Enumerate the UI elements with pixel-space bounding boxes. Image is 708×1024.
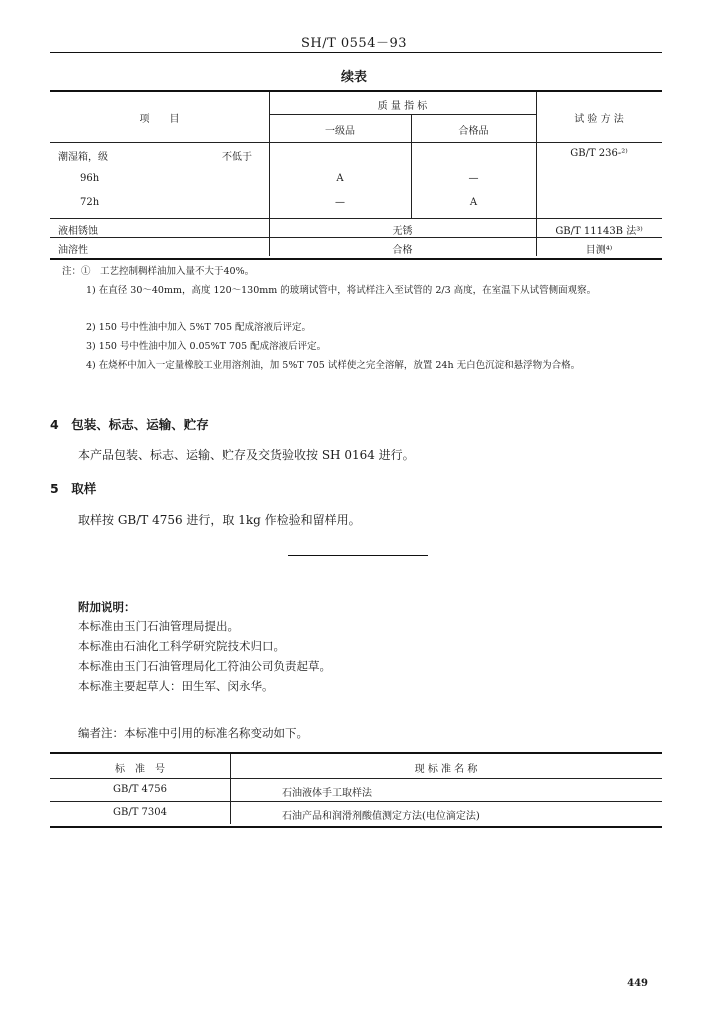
row-divider [269,114,536,115]
row-divider [50,778,662,779]
reference-table [50,752,662,828]
note-item: 3) 150 号中性油中加入 0.05%T 705 配成溶液后评定。 [86,341,327,352]
separator-rule [288,555,428,556]
row-first: — [335,197,345,208]
header-rule [50,52,662,53]
header-method: 试 验 方 法 [574,114,624,125]
row-merged: 合格 [392,245,413,256]
additional-line: 本标准由石油化工科学研究院技术归口。 [78,639,285,653]
additional-heading: 附加说明： [78,600,136,614]
note-item: 4) 在烧杯中加入一定量橡胶工业用溶剂油，加 5%T 705 试样使之完全溶解，放置 24h 无白色沉淀和悬浮物为合格。 [86,360,581,371]
ref-row-name: 石油液体手工取样法 [282,788,372,799]
row-divider [50,237,662,238]
main-table [50,90,662,260]
row-item: 96h [80,173,100,184]
row-method: GB/T 236-²⁾ [570,148,628,159]
editor-note: 编者注：本标准中引用的标准名称变动如下。 [78,726,308,740]
row-divider [50,801,662,802]
ref-header-name: 现 标 准 名 称 [414,764,478,775]
row-method: 目测⁴⁾ [585,245,613,256]
row-item: 72h [80,197,100,208]
row-item: 油溶性 [58,245,88,256]
row-qualified: — [468,173,479,184]
ref-row-name: 石油产品和润滑剂酸值测定方法(电位滴定法) [282,811,480,822]
ref-row-code: GB/T 4756 [112,784,167,795]
running-header: SH/T 0554－93 [300,36,408,51]
row-item: 潮湿箱，级 [58,152,108,163]
notes-lead: 注：① 工艺控制稠样油加入量不大于40%。 [62,266,255,277]
row-merged: 无锈 [392,226,413,237]
row-method: GB/T 11143B 法³⁾ [555,226,643,237]
section-5-heading: 5 取样 [50,481,97,496]
section-4-text: 本产品包装、标志、运输、贮存及交货验收按 SH 0164 进行。 [78,448,415,462]
row-divider [50,142,662,143]
table-caption: 续表 [340,70,367,85]
header-item: 项 目 [139,114,180,125]
row-divider [50,218,662,219]
header-grade-first: 一级品 [325,126,355,137]
additional-line: 本标准由玉门石油管理局化工符油公司负责起草。 [78,659,331,673]
note-item: 1) 在直径 30～40mm，高度 120～130mm 的玻璃试管中，将试样注入至试管的 2/3 高度，在室温下从试管侧面观察。 [86,285,597,296]
row-qualifier: 不低于 [222,152,252,163]
ref-row-code: GB/T 7304 [112,807,167,818]
row-first: A [336,173,344,184]
header-grade-qualified: 合格品 [458,126,489,137]
page-number: 449 [627,978,648,989]
section-5-text: 取样按 GB/T 4756 进行，取 1kg 作检验和留样用。 [78,513,361,527]
additional-line: 本标准由玉门石油管理局提出。 [78,619,239,633]
row-qualified: A [469,197,478,208]
header-quality-index: 质 量 指 标 [377,101,428,112]
note-item: 2) 150 号中性油中加入 5%T 705 配成溶液后评定。 [86,322,312,333]
row-item: 液相锈蚀 [58,226,98,237]
section-4-heading: 4 包装、标志、运输、贮存 [50,417,209,432]
ref-header-code: 标 准 号 [115,764,165,775]
additional-line: 本标准主要起草人：田生军、闵永华。 [78,679,274,693]
